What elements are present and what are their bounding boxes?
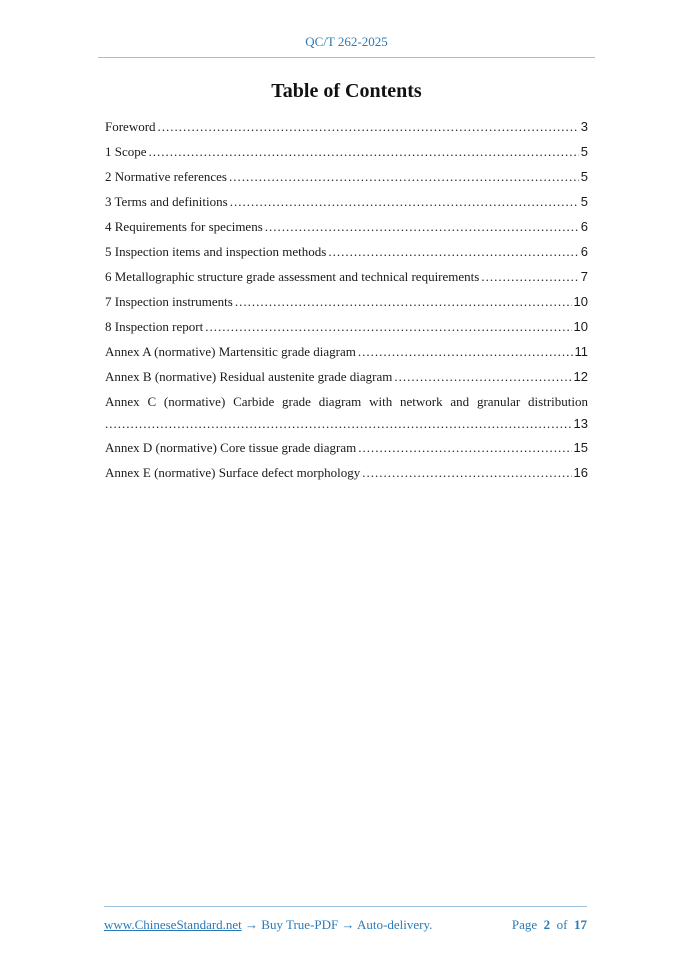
page-of: of: [556, 917, 568, 932]
toc-leader-dots: [229, 166, 579, 188]
toc-entry-label: Annex B (normative) Residual austenite grade diagram: [105, 369, 393, 384]
toc-entry-annex-e[interactable]: [105, 462, 588, 487]
page-footer: [104, 917, 587, 933]
toc-entry-page: 10: [573, 294, 588, 309]
footer-divider: [104, 906, 587, 907]
toc-entry-annex-b[interactable]: [105, 366, 588, 391]
toc-leader-dots: [328, 241, 578, 263]
toc-entry-annex-a[interactable]: [105, 341, 588, 366]
toc-entry-label: 3 Terms and definitions: [105, 194, 228, 209]
toc-entry-page: 5: [580, 169, 588, 184]
toc-entry-page: 6: [580, 219, 588, 234]
toc-entry-label: Annex C (normative) Carbide grade diagram with network and granular distribution: [105, 394, 588, 409]
toc-entry-label: 4 Requirements for specimens: [105, 219, 263, 234]
toc-entry-label: Annex E (normative) Surface defect morphology: [105, 465, 361, 480]
toc-entry-label: Foreword: [105, 119, 156, 134]
toc-entry-page: 15: [573, 440, 588, 455]
table-of-contents: [105, 116, 588, 487]
toc-entry-label: 5 Inspection items and inspection methods: [105, 244, 327, 259]
toc-entry-page: 13: [573, 416, 588, 431]
header-document-code: QC/T 262-2025: [305, 34, 388, 49]
footer-promo-text: → Buy True-PDF → Auto-delivery.: [241, 917, 433, 932]
toc-entry-page: 6: [580, 244, 588, 259]
page-current: 2: [543, 917, 551, 932]
toc-entry-page: 7: [580, 269, 588, 284]
toc-leader-dots: [265, 216, 579, 238]
toc-entry-inspection-items[interactable]: [105, 241, 588, 266]
toc-leader-dots: [235, 291, 572, 313]
toc-entry-page: 5: [580, 194, 588, 209]
toc-leader-dots: [358, 437, 571, 459]
toc-entry-inspection-report[interactable]: [105, 316, 588, 341]
toc-leader-dots: [362, 462, 571, 484]
toc-entry-label: 2 Normative references: [105, 169, 227, 184]
toc-leader-dots: [158, 116, 579, 138]
page-title: Table of Contents: [271, 80, 422, 102]
toc-entry-annex-c[interactable]: [105, 391, 588, 437]
toc-entry-label: Annex D (normative) Core tissue grade diagram: [105, 440, 357, 455]
toc-entry-label: Annex A (normative) Martensitic grade diagram: [105, 344, 356, 359]
toc-leader-dots: [205, 316, 571, 338]
page-indicator: [512, 917, 587, 933]
toc-entry-scope[interactable]: [105, 141, 588, 166]
toc-leader-dots: [481, 266, 578, 288]
toc-entry-metallographic-grade[interactable]: [105, 266, 588, 291]
page-total: 17: [574, 917, 587, 932]
toc-entry-page: 5: [580, 144, 588, 159]
footer-promo: [104, 917, 432, 933]
toc-leader-dots: [358, 341, 573, 363]
toc-leader-dots: [230, 191, 579, 213]
toc-entry-foreword[interactable]: [105, 116, 588, 141]
toc-entry-label: 8 Inspection report: [105, 319, 204, 334]
toc-entry-label: 7 Inspection instruments: [105, 294, 233, 309]
toc-entry-annex-d[interactable]: [105, 437, 588, 462]
toc-entry-terms-definitions[interactable]: [105, 191, 588, 216]
toc-entry-page: 11: [574, 344, 588, 359]
toc-entry-page: 12: [573, 369, 588, 384]
toc-entry-page: 16: [573, 465, 588, 480]
toc-leader-dots: [149, 141, 579, 163]
footer-site-link[interactable]: www.ChineseStandard.net: [104, 917, 242, 932]
header-divider: [98, 57, 595, 58]
toc-leader-dots: [105, 413, 572, 435]
toc-entry-normative-references[interactable]: [105, 166, 588, 191]
page-word: Page: [511, 917, 538, 932]
toc-entry-page: 10: [573, 319, 588, 334]
toc-entry-specimen-requirements[interactable]: [105, 216, 588, 241]
toc-entry-label: 1 Scope: [105, 144, 147, 159]
toc-leader-dots: [394, 366, 571, 388]
toc-entry-inspection-instruments[interactable]: [105, 291, 588, 316]
toc-entry-label: 6 Metallographic structure grade assessment and technical requirements: [105, 269, 480, 284]
toc-entry-page: 3: [580, 119, 588, 134]
